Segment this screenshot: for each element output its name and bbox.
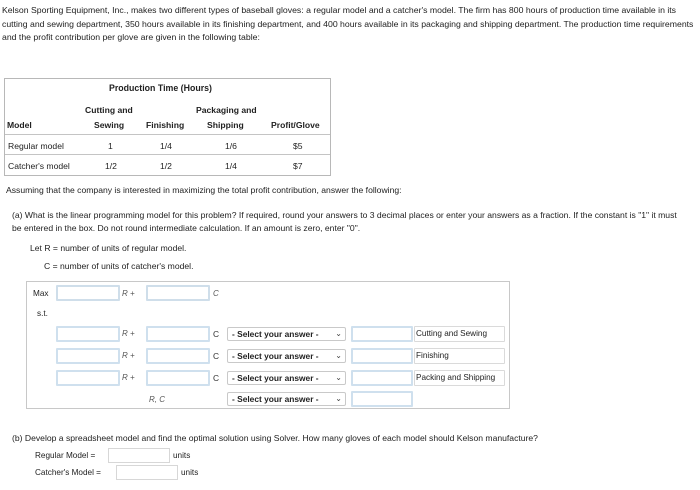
row-regular-model: Regular model [8, 141, 64, 151]
constraint-2-rhs-input[interactable] [351, 348, 413, 364]
row-catcher-finishing: 1/2 [160, 161, 172, 171]
nonneg-sign-select[interactable] [227, 392, 346, 406]
constraint-3-r-plus: R + [122, 373, 135, 382]
let-r-definition: Let R = number of units of regular model. [30, 243, 187, 253]
objective-c-coefficient-input[interactable] [146, 285, 210, 301]
row-catcher-packaging: 1/4 [225, 161, 237, 171]
constraint-1-c-var: C [213, 329, 220, 339]
constraint-2-r-plus: R + [122, 351, 135, 360]
catcher-model-label: Catcher's Model = [35, 468, 101, 477]
row-regular-profit: $5 [293, 141, 303, 151]
nonneg-vars: R, C [149, 395, 165, 404]
row-regular-packaging: 1/6 [225, 141, 237, 151]
production-table [4, 78, 331, 176]
header-model: Model [7, 120, 32, 130]
part-b-question: (b) Develop a spreadsheet model and find the optimal solution using Solver. How many gloves of each model should Kelson manufacture? [12, 433, 538, 443]
header-packaging-line2: Shipping [207, 120, 244, 130]
problem-intro: Kelson Sporting Equipment, Inc., makes two different types of baseball gloves: a regular model and a catcher's model. The firm has 800 hours of production time available in its cutting and sewing department, 350 hours available in its finishing department, and 400 hours available in its packaging and shipping department. The production time requirements and the profit contribution per glove are given in the following table: [2, 5, 694, 42]
header-finishing: Finishing [146, 120, 185, 130]
chevron-down-icon: ⌄ [335, 373, 342, 382]
table-title: Production Time (Hours) [109, 83, 212, 93]
chevron-down-icon: ⌄ [335, 351, 342, 360]
regular-model-label: Regular Model = [35, 451, 96, 460]
assumption-text: Assuming that the company is interested in maximizing the total profit contribution, answer the following: [6, 185, 402, 195]
constraint-3-label: Packing and Shipping [416, 373, 496, 382]
max-label: Max [33, 289, 49, 298]
header-divider [5, 134, 330, 135]
st-label: s.t. [37, 309, 48, 318]
constraint-1-sign-select[interactable] [227, 327, 346, 341]
row-catcher-cutting: 1/2 [105, 161, 117, 171]
objective-c-var: C [213, 289, 219, 298]
constraint-2-r-input[interactable] [56, 348, 120, 364]
row-catcher-profit: $7 [293, 161, 303, 171]
constraint-2-select-text: - Select your answer - [232, 351, 319, 361]
constraint-1-c-input[interactable] [146, 326, 210, 342]
catcher-model-input[interactable] [116, 465, 178, 480]
constraint-1-label: Cutting and Sewing [416, 329, 488, 338]
constraint-3-r-input[interactable] [56, 370, 120, 386]
constraint-3-c-input[interactable] [146, 370, 210, 386]
lp-model-box [26, 281, 510, 409]
regular-model-input[interactable] [108, 448, 170, 463]
constraint-2-label: Finishing [416, 351, 449, 360]
constraint-2-sign-select[interactable] [227, 349, 346, 363]
header-packaging-line1: Packaging and [196, 105, 257, 115]
chevron-down-icon: ⌄ [335, 329, 342, 338]
row-catcher-model: Catcher's model [8, 161, 70, 171]
constraint-1-label-field [414, 326, 505, 342]
constraint-2-label-field [414, 348, 505, 364]
regular-units-label: units [173, 451, 191, 460]
row-regular-finishing: 1/4 [160, 141, 172, 151]
row-regular-cutting: 1 [108, 141, 113, 151]
constraint-3-sign-select[interactable] [227, 371, 346, 385]
constraint-1-r-input[interactable] [56, 326, 120, 342]
objective-r-coefficient-input[interactable] [56, 285, 120, 301]
constraint-3-rhs-input[interactable] [351, 370, 413, 386]
constraint-2-c-input[interactable] [146, 348, 210, 364]
nonneg-select-text: - Select your answer - [232, 394, 319, 404]
header-cutting-line2: Sewing [94, 120, 125, 130]
constraint-1-rhs-input[interactable] [351, 326, 413, 342]
catcher-units-label: units [181, 468, 199, 477]
let-c-definition: C = number of units of catcher's model. [44, 261, 194, 271]
constraint-3-select-text: - Select your answer - [232, 373, 319, 383]
header-cutting-line1: Cutting and [85, 105, 133, 115]
constraint-3-label-field [414, 370, 505, 386]
constraint-2-c-var: C [213, 351, 220, 361]
constraint-1-r-plus: R + [122, 329, 135, 338]
objective-r-plus: R + [122, 289, 135, 298]
nonneg-rhs-input[interactable] [351, 391, 413, 407]
chevron-down-icon: ⌄ [335, 394, 342, 403]
row-divider [5, 154, 330, 155]
constraint-1-select-text: - Select your answer - [232, 329, 319, 339]
part-a-question: (a) What is the linear programming model for this problem? If required, round your answers to 3 decimal places or enter your answers as a fraction. If the constant is "1" it must be entered in the box. Do not round intermediate calculation. If an amount is zero, enter "0". [12, 210, 677, 233]
header-profit: Profit/Glove [271, 120, 320, 130]
constraint-3-c-var: C [213, 373, 220, 383]
